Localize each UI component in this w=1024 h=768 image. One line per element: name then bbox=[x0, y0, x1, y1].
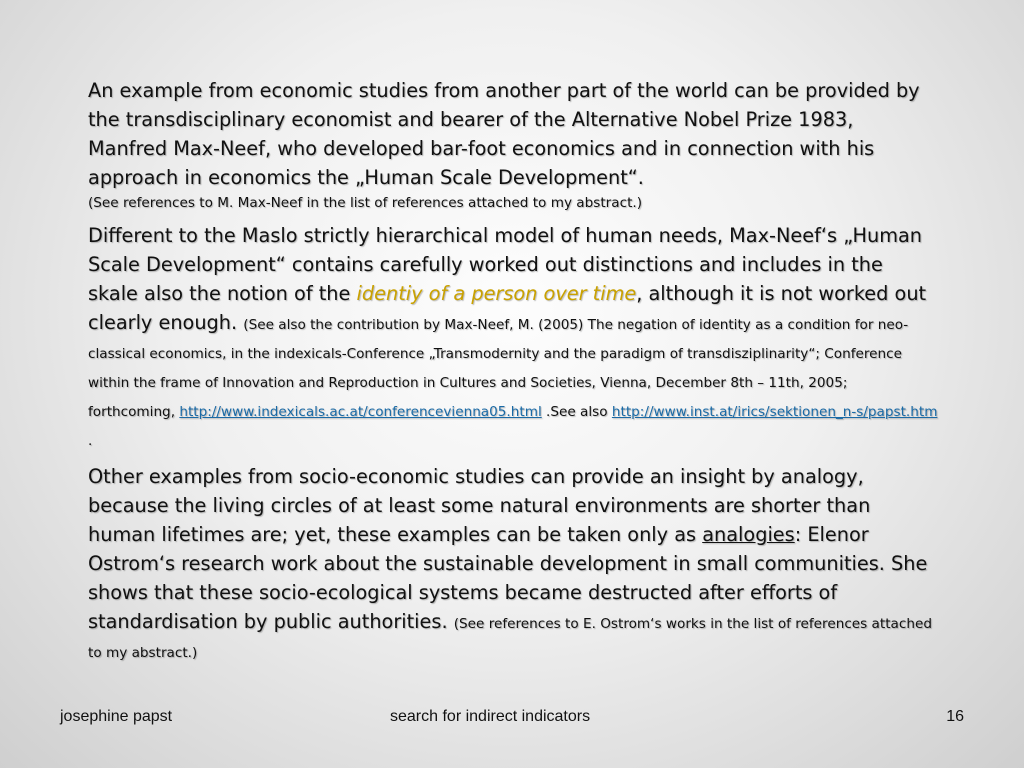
paragraph-human-scale bbox=[88, 221, 938, 453]
paragraph-max-neef-intro bbox=[88, 76, 938, 215]
conference-link[interactable]: http://www.indexicals.ac.at/conferencevienna05.html bbox=[179, 404, 542, 420]
footer-title: search for indirect indicators bbox=[390, 708, 591, 725]
highlighted-phrase: identiy of a person over time bbox=[356, 282, 637, 305]
reference-note: . bbox=[88, 433, 93, 449]
paragraph-text: , although it is not worked out clearly enough. bbox=[88, 282, 927, 334]
paragraph-text: Different to the Maslo strictly hierarchical model of human needs, Max-Neef‘s „Human Scale Development“ contains carefully worked out distinctions and includes in the skale also the notion of the bbox=[88, 224, 923, 305]
reference-note: (See references to E. Ostrom‘s works in the list of references attached to my abstract.) bbox=[88, 616, 932, 661]
underlined-word: analogies bbox=[702, 523, 795, 546]
paragraph-text: Other examples from socio-economic studies can provide an insight by analogy, because the living circles of at least some natural environments are shorter than human lifetimes are; yet, these examples can be taken only as bbox=[88, 465, 871, 546]
page-number: 16 bbox=[946, 708, 964, 725]
paragraph-text: An example from economic studies from another part of the world can be provided by the transdisciplinary economist and bearer of the Alternative Nobel Prize 1983, Manfred Max-Neef, who developed bar-foot economics and in connection with his approach in economics the „Human Scale Development“. bbox=[88, 79, 920, 189]
reference-note: .See also bbox=[541, 404, 612, 420]
reference-note: (See also the contribution by Max-Neef, M. (2005) The negation of identity as a condition for neo-classical economics, in the indexicals-Conference „Transmodernity and the paradigm of transdisziplinarity“; Conference within the frame of Innovation and Reproduction in Cultures and Societies, Vienna, December 8th – 11th, 2005; forthcoming, bbox=[88, 317, 909, 420]
papst-link[interactable]: http://www.inst.at/irics/sektionen_n-s/papst.htm bbox=[611, 404, 938, 420]
paragraph-ostrom bbox=[88, 462, 938, 665]
slide-content bbox=[88, 76, 938, 674]
paragraph-text: : Elenor Ostrom‘s research work about the sustainable development in small communities. She shows that these socio-ecological systems became destructed after efforts of standardisation by public authorities. bbox=[88, 523, 928, 633]
footer-author: josephine papst bbox=[60, 708, 173, 725]
reference-note: (See references to M. Max-Neef in the list of references attached to my abstract.) bbox=[88, 195, 643, 211]
